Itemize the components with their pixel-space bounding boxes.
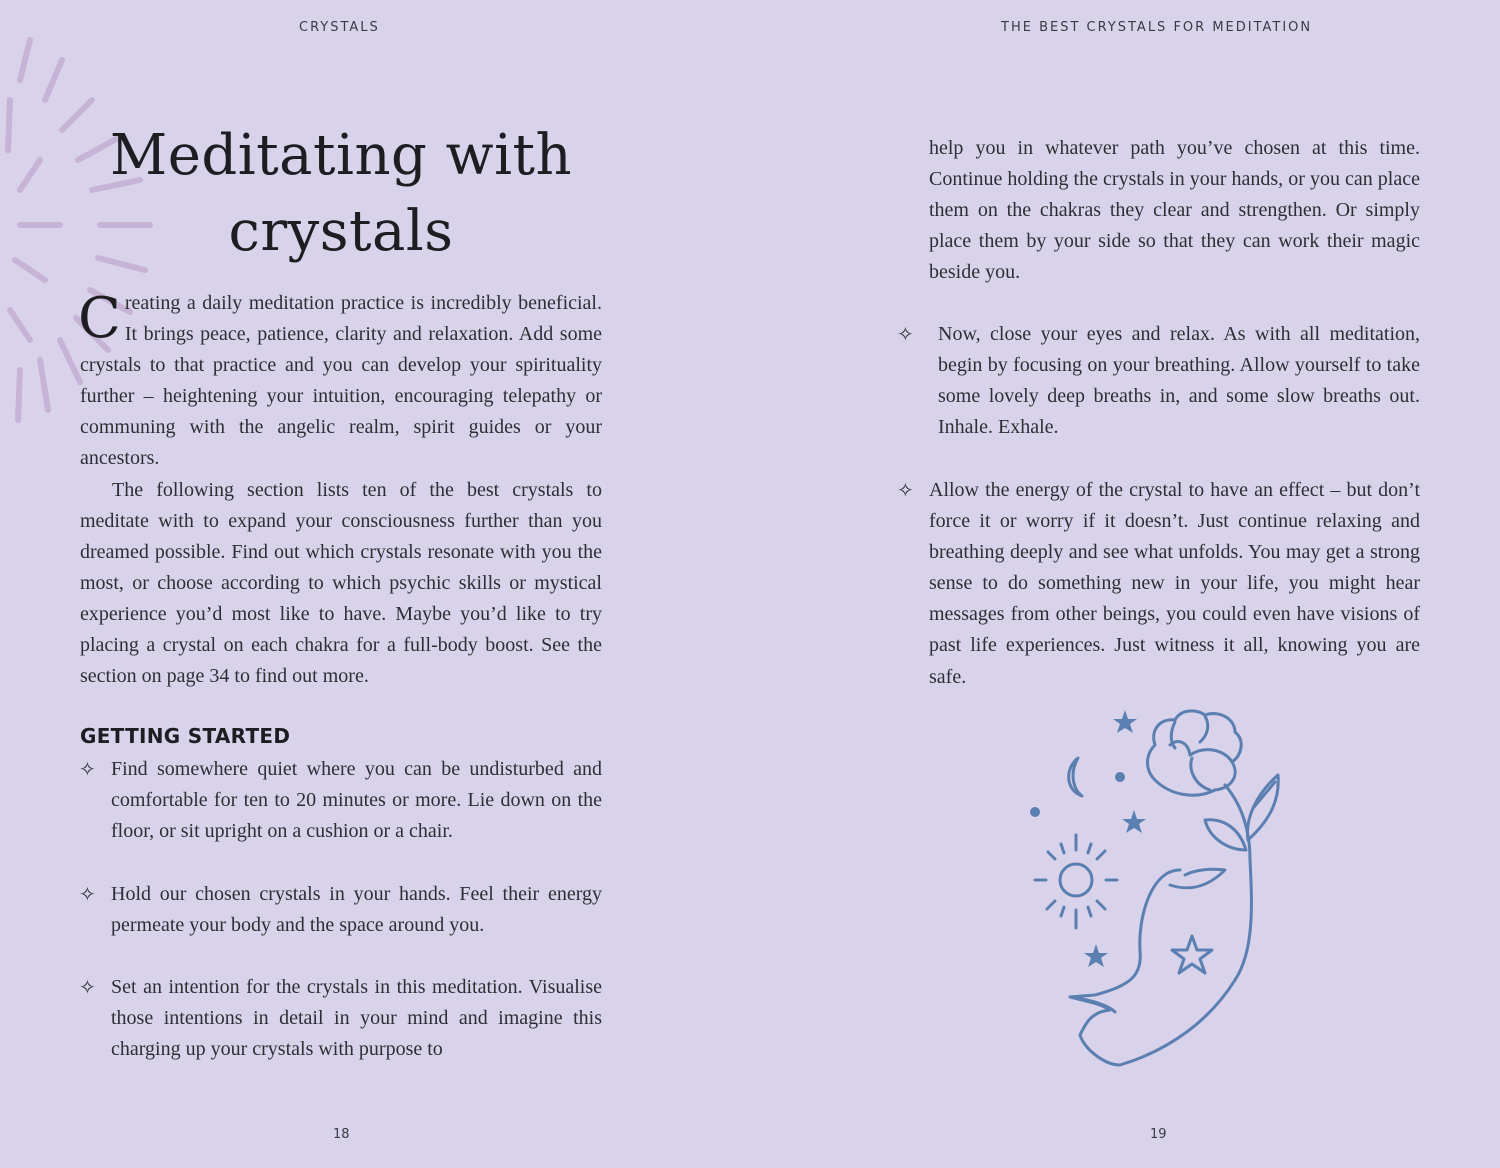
running-head-left: CRYSTALS xyxy=(299,20,380,35)
sparkle-bullet-icon: ✧ xyxy=(79,882,96,906)
title-line-1: Meditating with xyxy=(109,123,573,188)
title-line-2: crystals xyxy=(228,199,454,264)
page-title xyxy=(80,118,602,270)
intro-text xyxy=(80,288,602,692)
list-item xyxy=(897,319,1420,443)
bullet-text: Allow the energy of the crystal to have an effect – but don’t force it or worry if it doesn’t. Just continue relaxing and breathing deeply and see what unfolds. You may get a strong sense to do something new in your life, you might hear messages from other beings, you could even have visions of past life experiences. Just witness it all, knowing you are safe. xyxy=(929,479,1420,688)
continuation-paragraph: help you in whatever path you’ve chosen at this time. Continue holding the crystals in your hands, or you can place them on the chakras they clear and strengthen. Or simply place them by your side so that they can work their magic beside you. xyxy=(929,137,1420,284)
intro-paragraph-1: reating a daily meditation practice is incredibly beneficial. It brings peace, patience, clarity and relaxation. Add some crystals to that practice and you can develop your spirituality further – heightening your intuition, encouraging telepathy or communing with the angelic realm, spirit guides or your ancestors. xyxy=(80,292,602,470)
page-number-right: 19 xyxy=(1150,1127,1167,1142)
list-item xyxy=(79,972,602,1065)
sparkle-bullet-icon: ✧ xyxy=(79,975,96,999)
bullet-text: Now, close your eyes and relax. As with all meditation, begin by focusing on your breathing. Allow yourself to take some lovely deep breaths in, and some slow breaths out. Inhale. Exhale. xyxy=(938,323,1420,439)
section-heading: GETTING STARTED xyxy=(80,724,291,748)
bullet-text: Hold our chosen crystals in your hands. Feel their energy permeate your body and the space around you. xyxy=(111,883,602,937)
bullet-text: Find somewhere quiet where you can be undisturbed and comfortable for ten to 20 minutes or more. Lie down on the floor, or sit upright on a cushion or a chair. xyxy=(111,758,602,843)
drop-cap: C xyxy=(78,286,121,351)
list-item xyxy=(897,475,1420,693)
page-number-left: 18 xyxy=(333,1127,350,1142)
sparkle-bullet-icon: ✧ xyxy=(897,478,914,502)
sparkle-bullet-icon: ✧ xyxy=(79,757,96,781)
sparkle-bullet-icon: ✧ xyxy=(897,322,914,346)
face-flower-illustration-icon xyxy=(1020,700,1300,1080)
bullet-text: Set an intention for the crystals in this meditation. Visualise those intentions in detail in your mind and imagine this charging up your crystals with purpose to xyxy=(111,976,602,1061)
list-item xyxy=(79,879,602,941)
intro-paragraph-2: The following section lists ten of the best crystals to meditate with to expand your consciousness further than you dreamed possible. Find out which crystals resonate with you the most, or choose according to which psychic skills or mystical experience you’d most like to have. Maybe you’d like to try placing a crystal on each chakra for a full-body boost. See the section on page 34 to find out more. xyxy=(80,478,602,688)
running-head-right: THE BEST CRYSTALS FOR MEDITATION xyxy=(1001,20,1313,35)
list-item xyxy=(79,754,602,847)
